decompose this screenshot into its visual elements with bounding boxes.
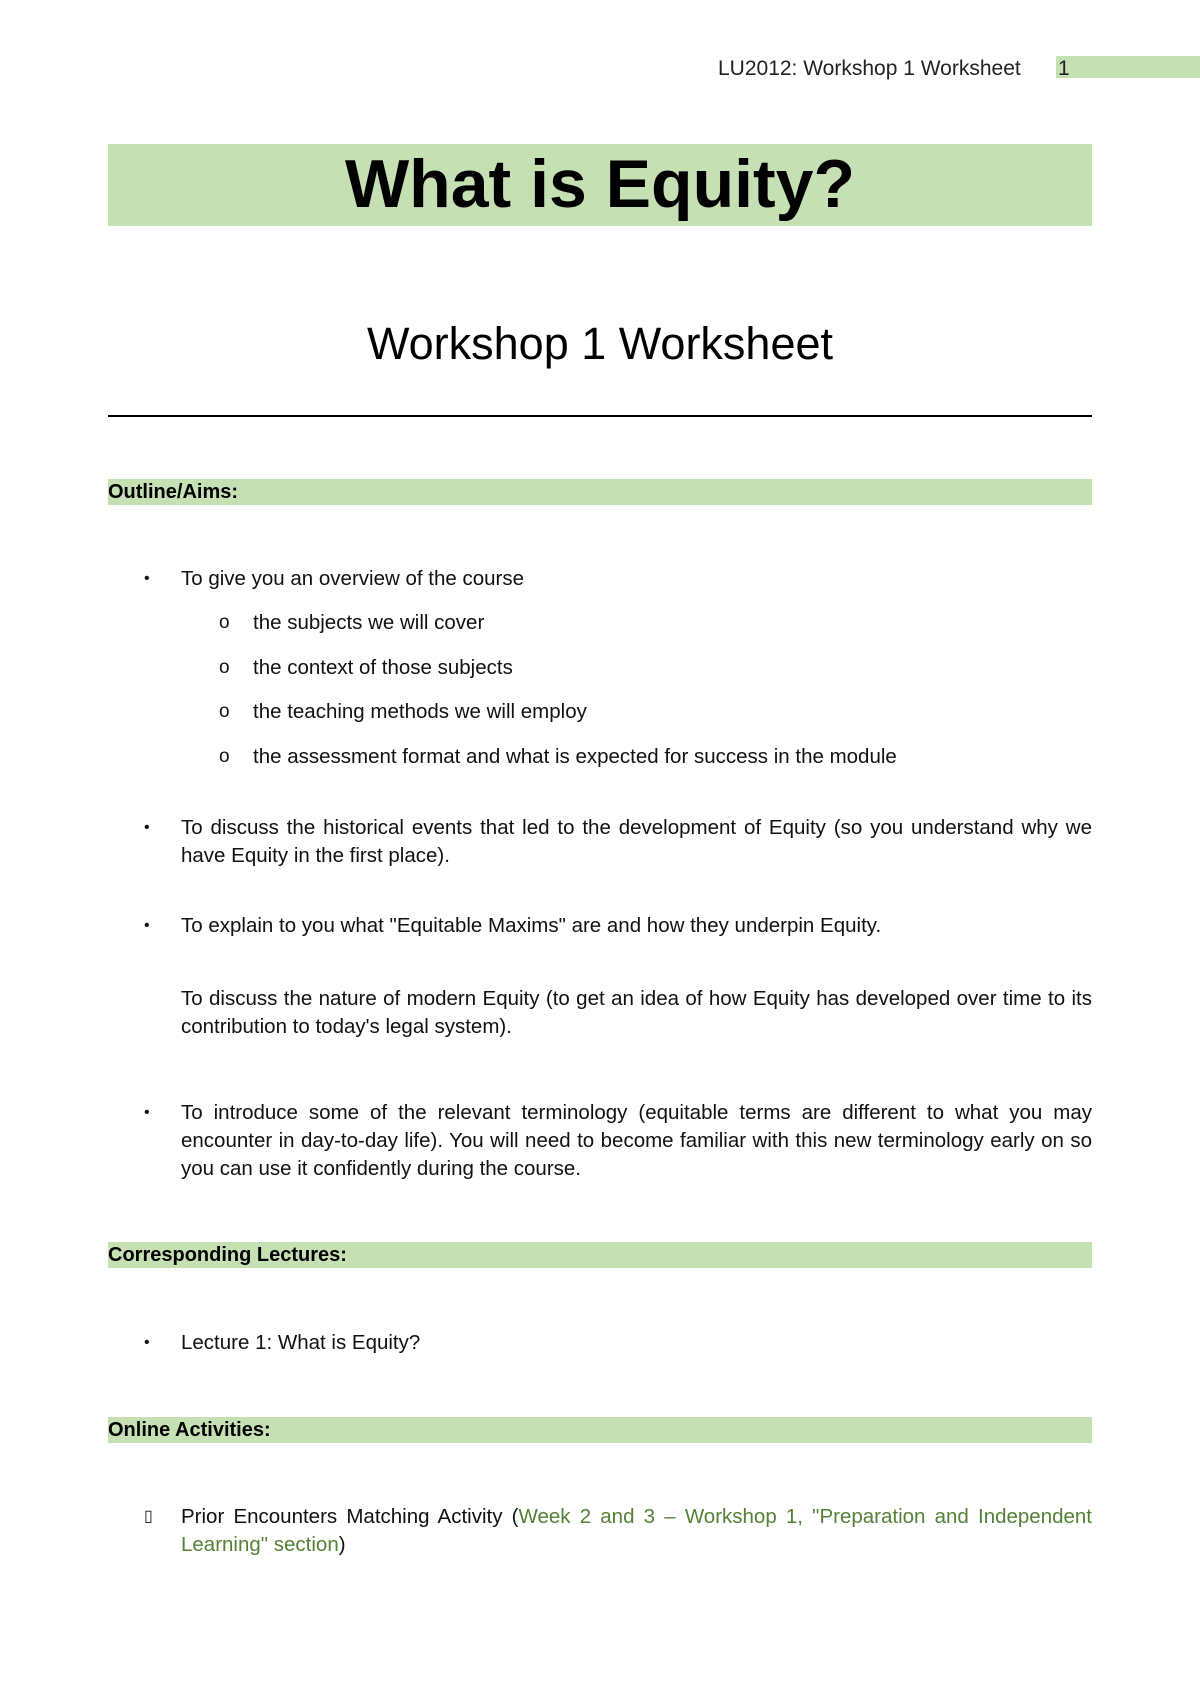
page-number: 1 xyxy=(1058,57,1070,80)
sub-list-item: the context of those subjects xyxy=(253,656,513,679)
bullet-icon: • xyxy=(144,570,150,587)
online-activity-item xyxy=(181,1503,1092,1559)
list-item: To explain to you what "Equitable Maxims" are and how they underpin Equity. xyxy=(181,914,882,937)
bullet-icon: • xyxy=(144,1334,150,1351)
list-item: To introduce some of the relevant terminology (equitable terms are different to what you may encounter in day-to-day life). You will need to become familiar with this new terminology early on so you can use it confidently during the course. xyxy=(181,1101,1092,1180)
running-header: LU2012: Workshop 1 Worksheet xyxy=(718,57,1021,80)
section-heading-outline: Outline/Aims: xyxy=(108,479,1092,505)
list-item: To give you an overview of the course xyxy=(181,567,524,590)
activity-name: Prior Encounters Matching Activity ( xyxy=(181,1505,519,1528)
page-title: What is Equity? xyxy=(345,146,855,222)
title-band xyxy=(108,144,1092,226)
activity-location-link[interactable]: Week 2 and 3 – Workshop 1, "Preparation and Independent Learning" section xyxy=(181,1505,1092,1556)
sub-list-item: the subjects we will cover xyxy=(253,611,485,634)
bullet-icon: • xyxy=(144,917,150,934)
bullet-icon: ▯ xyxy=(144,1508,153,1525)
list-item: To discuss the historical events that led to the development of Equity (so you understand why we have Equity in the first place). xyxy=(181,816,1092,867)
list-item: To discuss the nature of modern Equity (to get an idea of how Equity has developed over time to its contribution to today's legal system). xyxy=(181,987,1092,1038)
sub-list-item: the teaching methods we will employ xyxy=(253,700,587,723)
sub-bullet-icon: o xyxy=(219,657,230,678)
sub-bullet-icon: o xyxy=(219,612,230,633)
lecture-item: Lecture 1: What is Equity? xyxy=(181,1331,421,1354)
bullet-icon: • xyxy=(144,819,150,836)
subtitle: Workshop 1 Worksheet xyxy=(366,318,834,369)
divider xyxy=(108,415,1092,417)
header-accent-bar xyxy=(1056,56,1200,78)
closing-paren: ) xyxy=(338,1533,346,1556)
section-heading-lectures: Corresponding Lectures: xyxy=(108,1242,1092,1268)
sub-list-item: the assessment format and what is expected for success in the module xyxy=(253,745,897,768)
sub-bullet-icon: o xyxy=(219,701,230,722)
sub-bullet-icon: o xyxy=(219,746,230,767)
bullet-icon: • xyxy=(144,1104,150,1121)
section-heading-online: Online Activities: xyxy=(108,1417,1092,1443)
